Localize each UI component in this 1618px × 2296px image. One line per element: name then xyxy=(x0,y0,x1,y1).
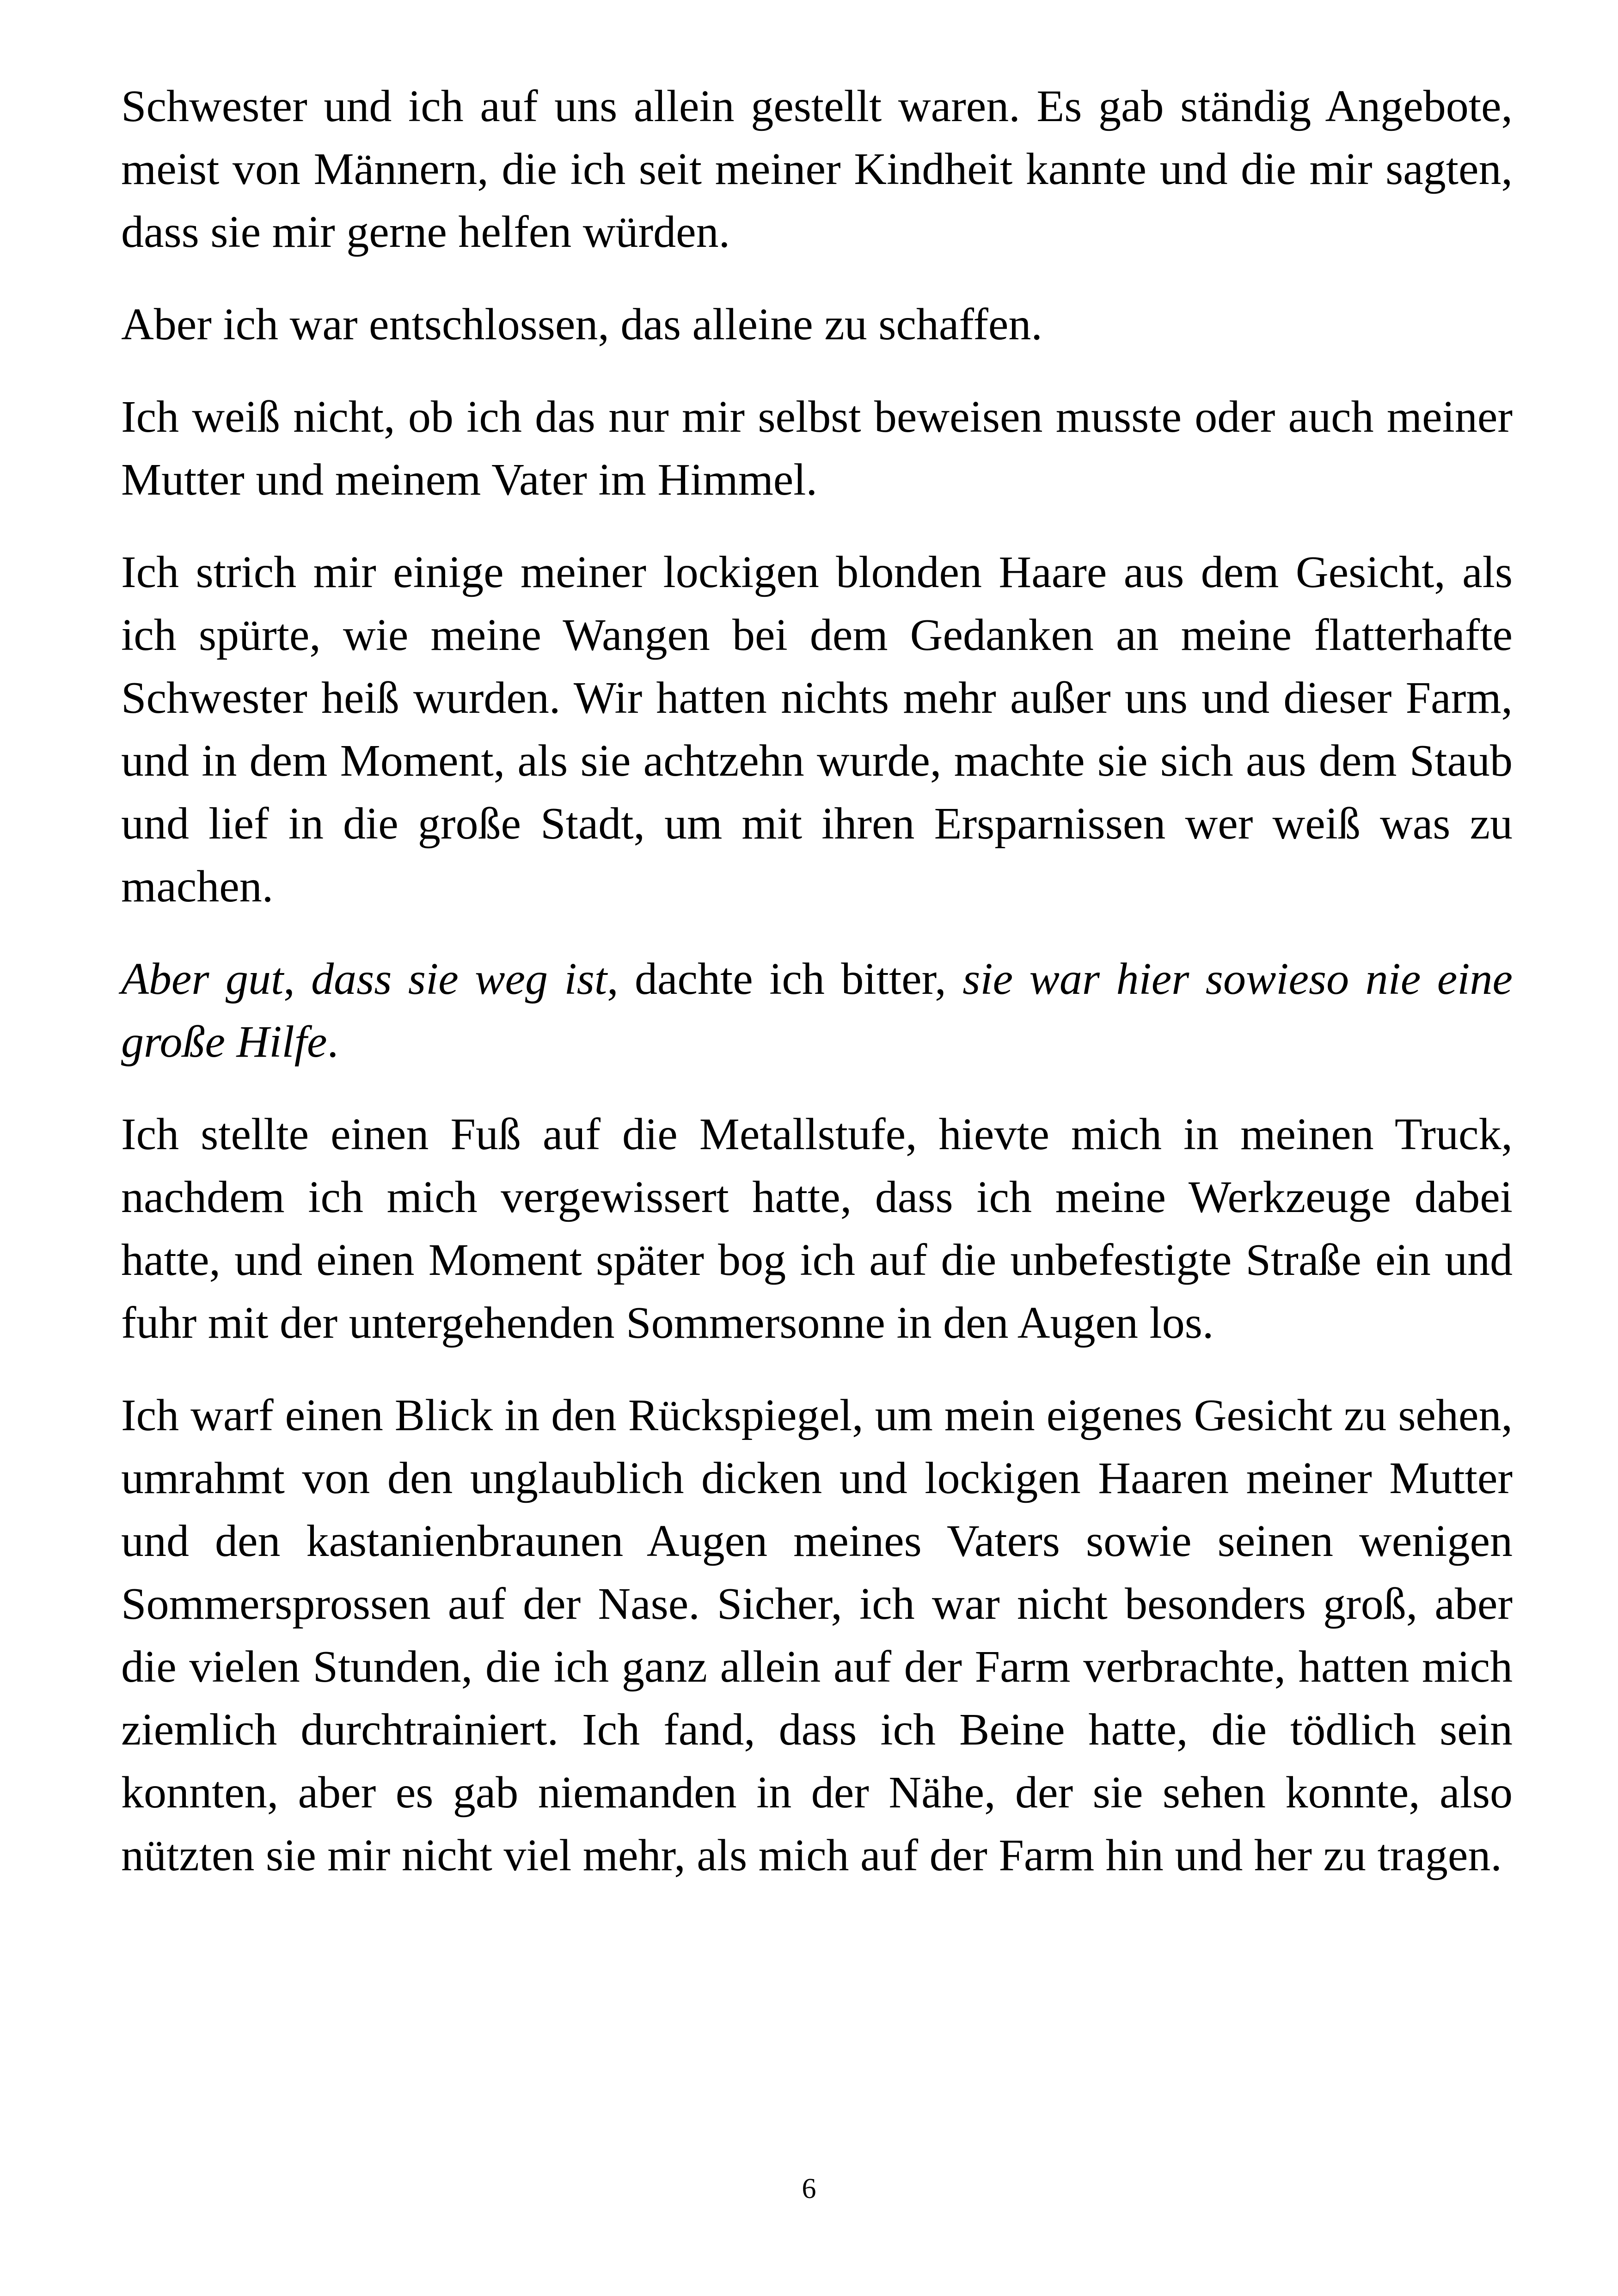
paragraph-4: Ich strich mir einige meiner lockigen blonden Haare aus dem Gesicht, als ich spürte, wie meine Wangen bei dem Gedanken an meine flatterhafte Schwester heiß wurden. Wir hatten nichts mehr außer uns und dieser Farm, und in dem Moment, als sie achtzehn wurde, machte sie sich aus dem Staub und lief in die große Stadt, um mit ihren Ersparnissen wer weiß was zu machen. xyxy=(121,547,1513,912)
italic-thought-1: Aber gut xyxy=(121,954,284,1004)
page-number: 6 xyxy=(802,2173,816,2204)
separator-text: , xyxy=(283,954,312,1004)
paragraph-5 xyxy=(121,948,1513,1073)
paragraph-6: Ich stellte einen Fuß auf die Metallstufe, hievte mich in meinen Truck, nachdem ich mich vergewissert hatte, dass ich meine Werkzeuge dabei hatte, und einen Moment später bog ich auf die unbefestigte Straße ein und fuhr mit der untergehenden Sommersonne in den Augen los. xyxy=(121,1109,1513,1348)
paragraph-7: Ich warf einen Blick in den Rückspiegel, um mein eigenes Gesicht zu sehen, umrahmt von den unglaublich dicken und lockigen Haaren meiner Mutter und den kastanienbraunen Augen meines Vaters sowie seinen wenigen Sommersprossen auf der Nase. Sicher, ich war nicht besonders groß, aber die vielen Stunden, die ich ganz allein auf der Farm verbrachte, hatten mich ziemlich durchtrainiert. Ich fand, dass ich Beine hatte, die tödlich sein konnten, aber es gab niemanden in der Nähe, der sie sehen konnte, also nützten sie mir nicht viel mehr, als mich auf der Farm hin und her zu tragen. xyxy=(121,1390,1513,1880)
closing-period: . xyxy=(327,1017,338,1067)
body-text xyxy=(121,75,1513,1916)
paragraph-1: Schwester und ich auf uns allein gestellt waren. Es gab ständig Angebote, meist von Männern, die ich seit meiner Kindheit kannte und die mir sagten, dass sie mir gerne helfen würden. xyxy=(121,81,1513,257)
italic-thought-2: dass sie weg ist xyxy=(311,954,607,1004)
narration-text: , dachte ich bitter, xyxy=(607,954,963,1004)
italic-thought-3: sie war hier sowieso nie eine große Hilfe xyxy=(121,954,1513,1067)
paragraph-2: Aber ich war entschlossen, das alleine zu schaffen. xyxy=(121,300,1042,349)
paragraph-3: Ich weiß nicht, ob ich das nur mir selbst beweisen musste oder auch meiner Mutter und meinem Vater im Himmel. xyxy=(121,392,1513,505)
